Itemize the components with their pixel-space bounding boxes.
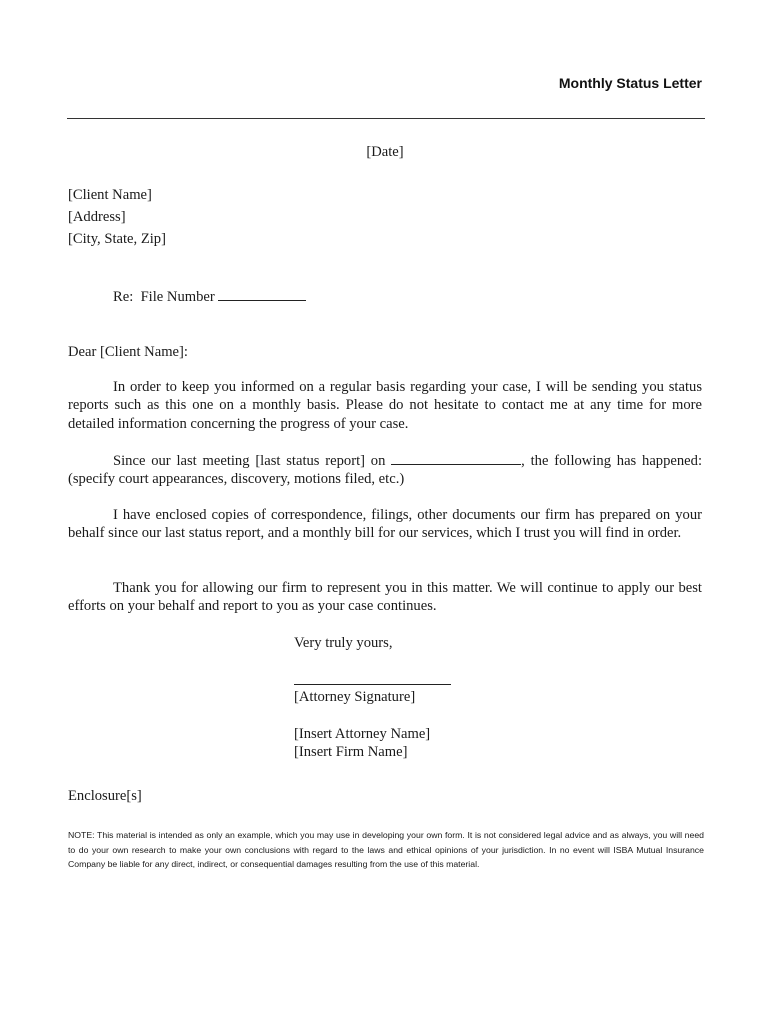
address-line-city-state-zip: [City, State, Zip] <box>68 230 166 247</box>
attorney-name: [Insert Attorney Name] <box>294 726 431 742</box>
paragraph-since-last-meeting-end: , the following has happened: (specify court appearances, discovery, motions filed, etc.) <box>68 453 702 488</box>
file-number-blank[interactable] <box>218 287 306 301</box>
signature-line[interactable] <box>294 684 451 685</box>
recipient-address <box>68 186 166 251</box>
paragraph-thank-you: Thank you for allowing our firm to represent you in this matter. We will continue to apply our best efforts on your behalf and report to you as your case continues. <box>68 580 702 615</box>
paragraph-enclosed-copies: I have enclosed copies of correspondence, filings, other documents our firm has prepared on your behalf since our last status report, and a monthly bill for our services, which I trust you will find in order. <box>68 507 702 542</box>
signature-label: [Attorney Signature] <box>294 689 416 705</box>
enclosure-label: Enclosure[s] <box>68 788 142 804</box>
reference-line <box>113 287 306 306</box>
disclaimer-note: NOTE: This material is intended as only an example, which you may use in developing your own form. It is not considered legal advice and as always, you will need to do your own research to make your own conclusions with regard to the laws and ethical opinions of your jurisdiction. In no event will ISBA Mutual Insurance Company be liable for any direct, indirect, or consequential damages resulting from the use of this material. <box>68 830 704 870</box>
closing: Very truly yours, <box>294 635 393 651</box>
firm-name: [Insert Firm Name] <box>294 744 408 760</box>
header-divider <box>67 118 705 119</box>
salutation: Dear [Client Name]: <box>68 344 188 360</box>
paragraph-since-last-meeting-start: Since our last meeting [last status report] on <box>113 453 392 469</box>
letter-date: [Date] <box>366 144 404 160</box>
paragraph-since-last-meeting <box>68 451 702 489</box>
reference-label: Re: File Number <box>113 289 219 305</box>
document-title: Monthly Status Letter <box>558 75 702 91</box>
address-line-client-name: [Client Name] <box>68 187 152 203</box>
address-line-street: [Address] <box>68 208 126 225</box>
paragraph-status-reports: In order to keep you informed on a regular basis regarding your case, I will be sending you status reports such as this one on a monthly basis. Please do not hesitate to contact me at any time for more detailed information concerning the progress of your case. <box>68 379 702 432</box>
meeting-date-blank[interactable] <box>391 451 521 465</box>
